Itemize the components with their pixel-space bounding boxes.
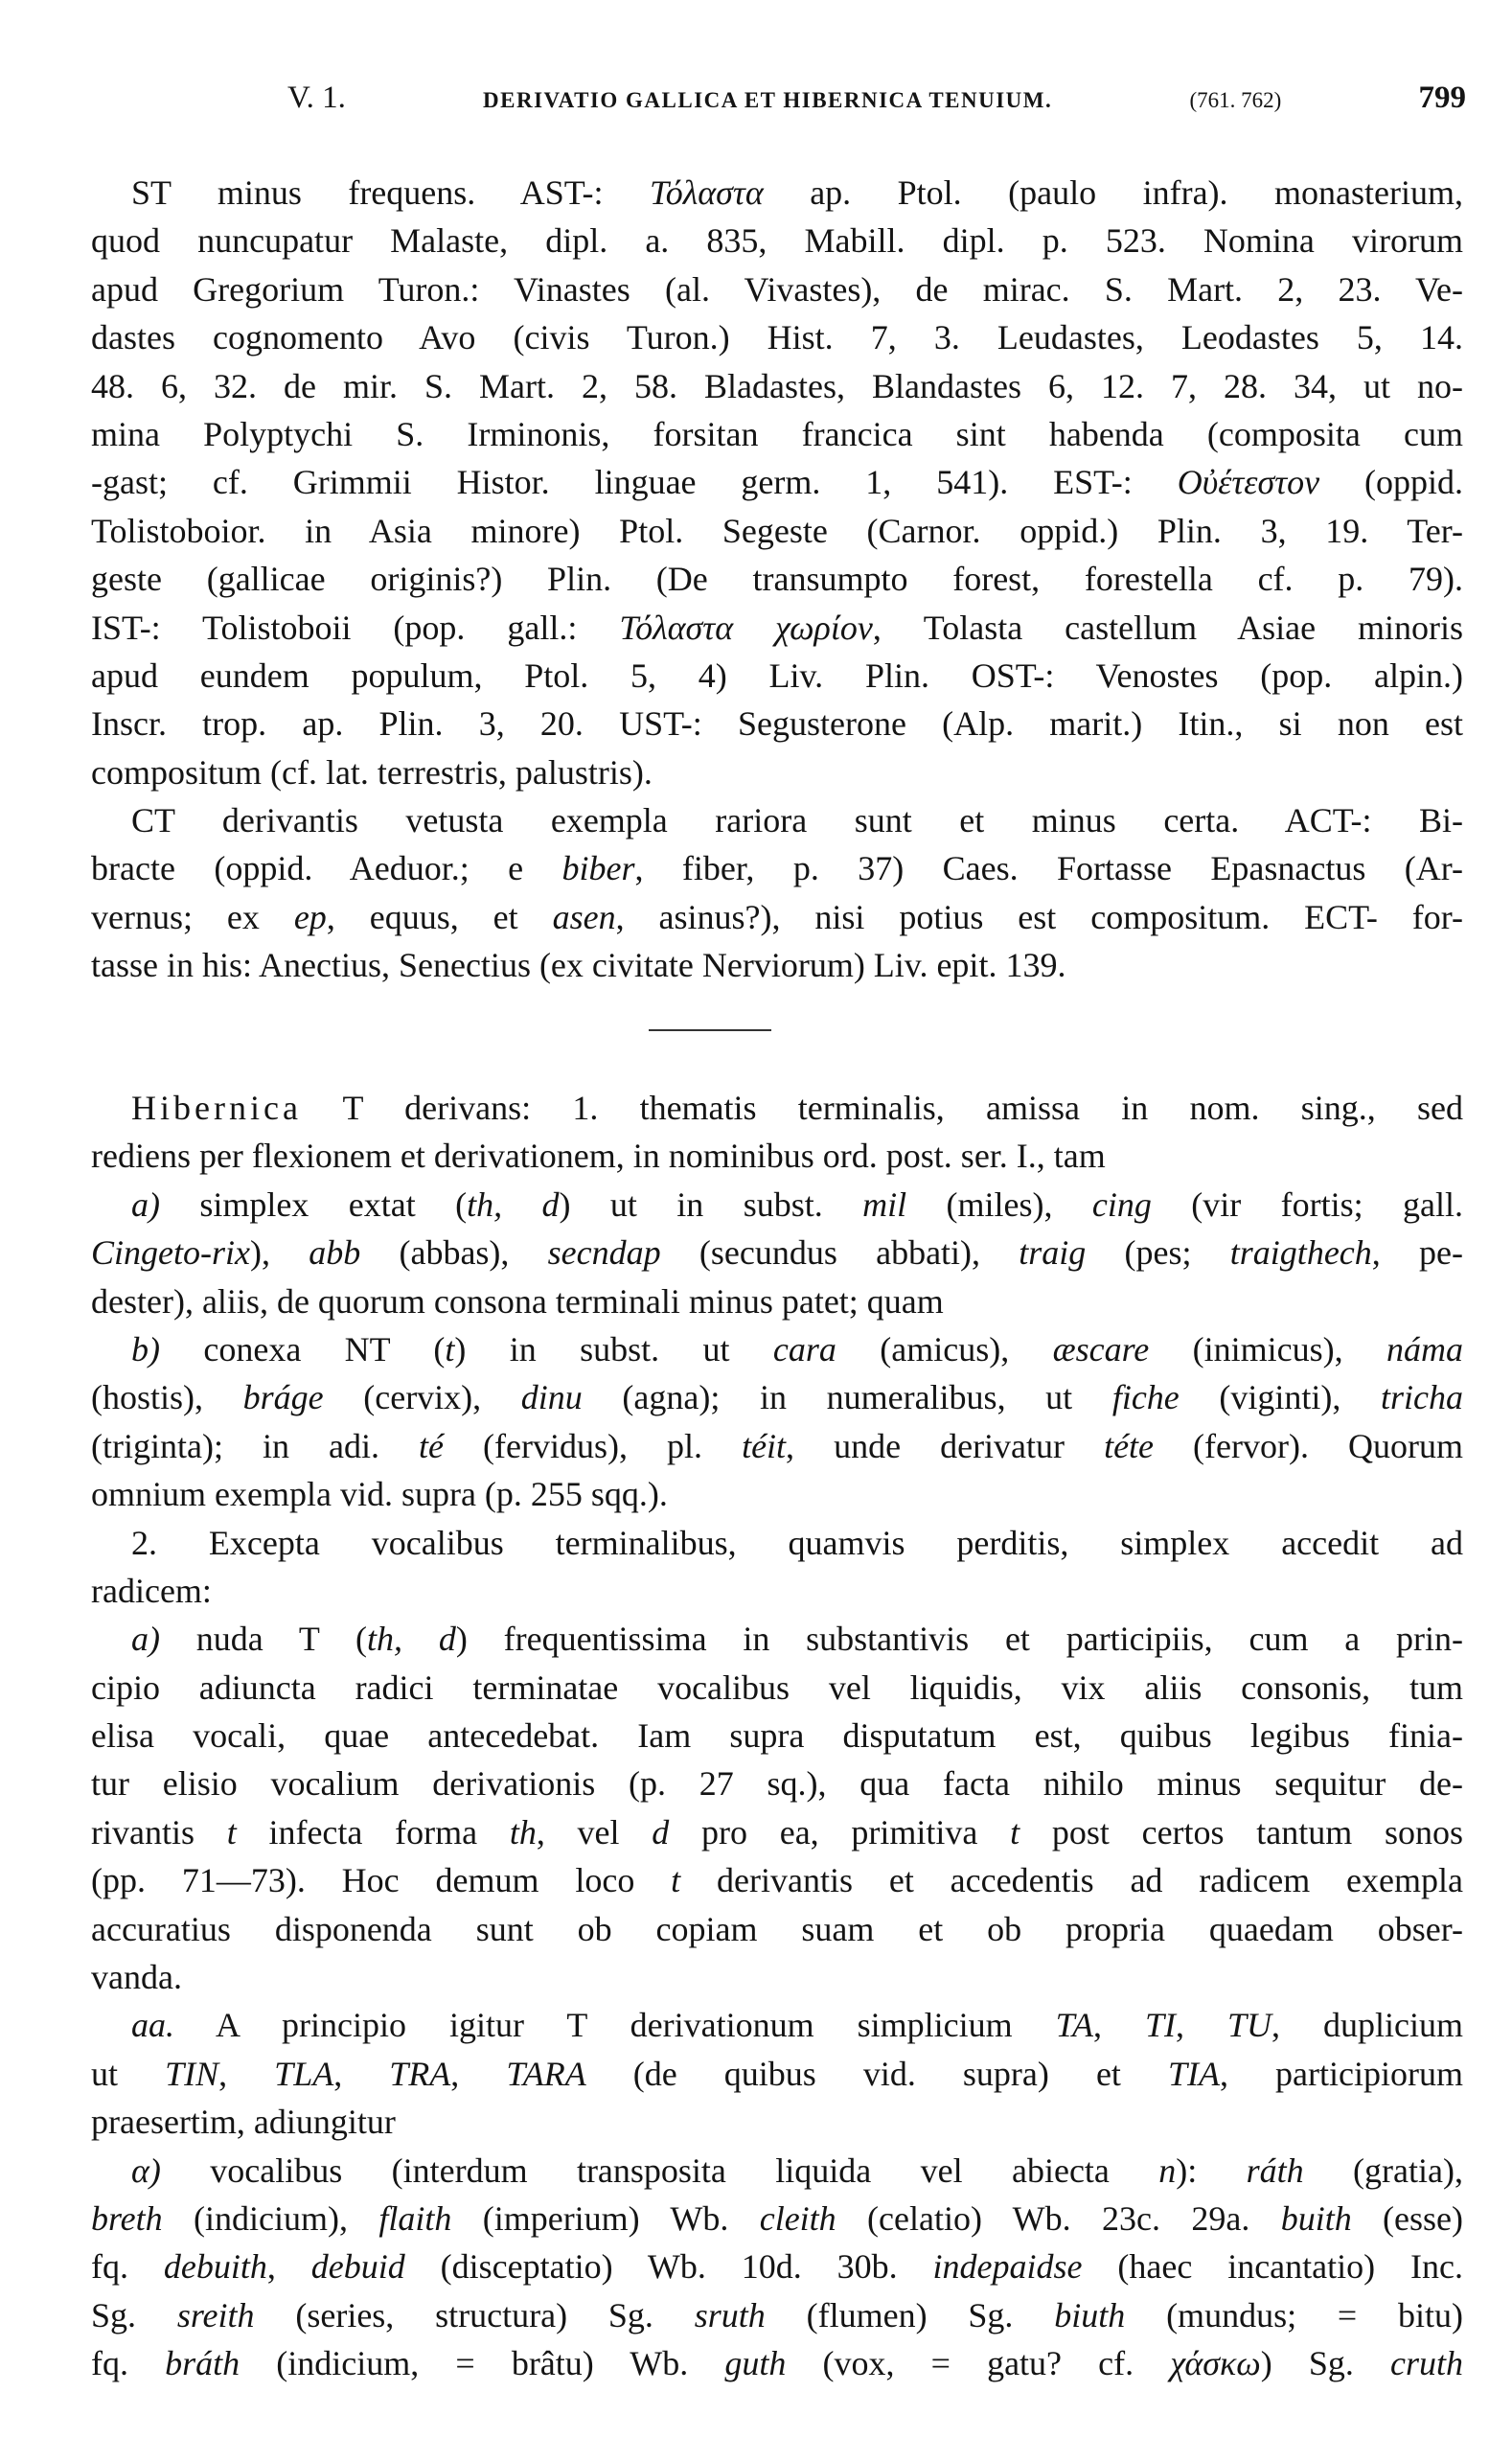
text-line bbox=[91, 1325, 1463, 1373]
italic-term: TIA bbox=[1167, 2054, 1220, 2093]
text-run: Inscr. trop. ap. Plin. 3, 20. UST-: Segusterone (Alp. marit.) Itin., si non est bbox=[91, 704, 1463, 744]
text-line bbox=[91, 1905, 1463, 1953]
text-run: ), bbox=[249, 1233, 309, 1273]
text-run: , asinus?), nisi potius est compositum. ECT- for- bbox=[615, 897, 1463, 936]
text-run: tur elisio vocalium derivationis (p. 27 sq.), qua facta nihilo minus sequitur de- bbox=[91, 1764, 1463, 1804]
text-run: fq. bbox=[91, 2344, 166, 2383]
text-run: ut bbox=[91, 2054, 166, 2093]
text-run: (pp. 71—73). Hoc demum loco bbox=[91, 1861, 672, 1900]
text-line bbox=[91, 1181, 1463, 1229]
text-run: ) frequentissima in substantivis et participiis, cum a prin- bbox=[455, 1620, 1463, 1659]
text-line bbox=[91, 1953, 1463, 2001]
text-run: , bbox=[218, 2054, 275, 2093]
italic-term: flaith bbox=[378, 2198, 452, 2238]
text-run: elisa vocali, quae antecedebat. Iam supra disputatum est, quibus legibus finia- bbox=[91, 1716, 1463, 1756]
text-run: praesertim, adiungitur bbox=[91, 2103, 396, 2142]
italic-term: traig bbox=[1019, 1233, 1087, 1273]
italic-term: th, d bbox=[467, 1184, 560, 1224]
italic-term: Τόλαστα χωρίον bbox=[619, 608, 873, 647]
text-run: (indicium, = brâtu) Wb. bbox=[240, 2344, 725, 2383]
italic-term: tricha bbox=[1381, 1378, 1464, 1417]
text-line bbox=[91, 1615, 1463, 1663]
text-run: post certos tantum sonos bbox=[1019, 1812, 1464, 1852]
text-line bbox=[91, 169, 1463, 217]
text-run: dastes cognomento Avo (civis Turon.) Hist. 7, 3. Leudastes, Leodastes 5, 14. bbox=[91, 318, 1463, 357]
text-run: , pe- bbox=[1371, 1233, 1463, 1273]
spaced-heading-word: Hibernica bbox=[131, 1089, 302, 1127]
text-run: , bbox=[333, 2054, 390, 2093]
italic-term: t bbox=[445, 1329, 455, 1368]
text-line bbox=[91, 313, 1463, 361]
text-run: quod nuncupatur Malaste, dipl. a. 835, Mabill. dipl. p. 523. Nomina virorum bbox=[91, 221, 1463, 261]
italic-term: th bbox=[509, 1812, 537, 1852]
text-run: (agna); in numeralibus, ut bbox=[582, 1378, 1112, 1417]
text-line bbox=[91, 265, 1463, 313]
italic-term: debuith bbox=[163, 2247, 267, 2287]
italic-term: Cingeto-rix bbox=[91, 1233, 250, 1273]
text-line bbox=[91, 1519, 1463, 1567]
italic-term: té bbox=[419, 1426, 445, 1465]
running-title: DERIVATIO GALLICA ET HIBERNICA TENUIUM. bbox=[483, 88, 1053, 112]
text-run: (vox, = gatu? cf. bbox=[786, 2344, 1171, 2383]
text-run: ST minus frequens. AST-: bbox=[131, 173, 650, 212]
text-run: (series, structura) Sg. bbox=[254, 2295, 695, 2334]
text-run: A principio igitur T derivationum simplicium bbox=[174, 2006, 1056, 2045]
text-run: , participiorum bbox=[1219, 2054, 1463, 2093]
running-header bbox=[287, 80, 1466, 128]
text-run: , fiber, p. 37) Caes. Fortasse Epasnactus (Ar- bbox=[634, 849, 1463, 888]
text-run: , bbox=[1175, 2006, 1227, 2045]
italic-term: guth bbox=[724, 2344, 787, 2383]
text-line bbox=[91, 2339, 1463, 2387]
text-line bbox=[91, 555, 1463, 603]
text-line bbox=[91, 941, 1463, 989]
text-line bbox=[91, 1277, 1463, 1325]
italic-term: n bbox=[1158, 2150, 1177, 2190]
text-run: 2. Excepta vocalibus terminalibus, quamvis perditis, simplex accedit ad bbox=[131, 1523, 1463, 1562]
text-run: , duplicium bbox=[1271, 2006, 1463, 2045]
text-run: simplex extat ( bbox=[160, 1184, 468, 1224]
text-run: (gratia), bbox=[1303, 2150, 1463, 2190]
italic-term: ráth bbox=[1246, 2150, 1304, 2190]
italic-term: TI bbox=[1144, 2006, 1176, 2045]
italic-term: TU bbox=[1226, 2006, 1272, 2045]
italic-term: biber bbox=[561, 849, 635, 888]
italic-term: cara bbox=[772, 1329, 836, 1368]
text-run: vernus; ex bbox=[91, 897, 294, 936]
text-line bbox=[91, 1132, 1463, 1180]
text-run: (fervidus), pl. bbox=[444, 1426, 743, 1465]
italic-term: d bbox=[652, 1812, 670, 1852]
italic-term: aa. bbox=[131, 2006, 174, 2045]
italic-term: biuth bbox=[1054, 2295, 1126, 2334]
italic-term: t bbox=[226, 1812, 237, 1852]
text-line bbox=[91, 2242, 1463, 2290]
text-run: (mundus; = bitu) bbox=[1125, 2295, 1464, 2334]
text-run: (vir fortis; gall. bbox=[1151, 1184, 1463, 1224]
italic-term: buith bbox=[1280, 2198, 1352, 2238]
text-line bbox=[91, 604, 1463, 652]
text-line bbox=[91, 2147, 1463, 2195]
text-run: pro ea, primitiva bbox=[669, 1812, 1011, 1852]
italic-term: TARA bbox=[506, 2054, 586, 2093]
text-line bbox=[91, 1084, 1463, 1132]
text-line bbox=[91, 1856, 1463, 1904]
text-run: infecta forma bbox=[236, 1812, 510, 1852]
text-line bbox=[91, 2001, 1463, 2049]
text-run: (miles), bbox=[906, 1184, 1092, 1224]
section-irish-derivation bbox=[91, 1084, 1463, 2388]
text-line bbox=[91, 1760, 1463, 1807]
italic-term: fiche bbox=[1111, 1378, 1180, 1417]
italic-term: Οὐέτεστον bbox=[1177, 463, 1320, 502]
text-line bbox=[91, 1373, 1463, 1421]
italic-term: abb bbox=[309, 1233, 361, 1273]
text-line bbox=[91, 2098, 1463, 2146]
italic-term: t bbox=[1010, 1812, 1020, 1852]
text-run: (indicium), bbox=[162, 2198, 379, 2238]
text-line bbox=[91, 1664, 1463, 1712]
text-run: -gast; cf. Grimmii Histor. linguae germ. 1, 541). EST-: bbox=[91, 463, 1178, 502]
page-number: 799 bbox=[1418, 80, 1466, 115]
text-run: T derivans: 1. thematis terminalis, amissa in nom. sing., sed bbox=[301, 1089, 1463, 1127]
text-run: (imperium) Wb. bbox=[451, 2198, 760, 2238]
text-line bbox=[91, 2050, 1463, 2098]
italic-term: a) bbox=[131, 1620, 160, 1659]
text-run: compositum (cf. lat. terrestris, palustris). bbox=[91, 752, 653, 792]
text-run: ) ut in subst. bbox=[559, 1184, 863, 1224]
text-run: (oppid. bbox=[1319, 463, 1464, 502]
text-run: apud eundem populum, Ptol. 5, 4) Liv. Plin. OST-: Venostes (pop. alpin.) bbox=[91, 656, 1463, 695]
text-line bbox=[91, 844, 1463, 892]
text-line bbox=[91, 796, 1463, 844]
italic-term: t bbox=[671, 1861, 681, 1900]
text-run: Sg. bbox=[91, 2295, 177, 2334]
text-run: , bbox=[1092, 2006, 1145, 2045]
italic-term: asen bbox=[552, 897, 616, 936]
text-line bbox=[91, 507, 1463, 555]
text-run: ) Sg. bbox=[1260, 2344, 1390, 2383]
text-run: rediens per flexionem et derivationem, in nominibus ord. post. ser. I., tam bbox=[91, 1137, 1106, 1176]
text-run: conexa NT ( bbox=[160, 1329, 446, 1368]
italic-term: breth bbox=[91, 2198, 163, 2238]
text-run: , bbox=[266, 2247, 311, 2287]
italic-term: α) bbox=[131, 2150, 161, 2190]
text-run: (celatio) Wb. 23c. 29a. bbox=[836, 2198, 1281, 2238]
italic-term: ep bbox=[293, 897, 327, 936]
text-run: (abbas), bbox=[360, 1233, 548, 1273]
text-line bbox=[91, 1712, 1463, 1760]
text-run: (fervor). Quorum bbox=[1154, 1426, 1463, 1465]
italic-term: cing bbox=[1091, 1184, 1152, 1224]
text-run: (inimicus), bbox=[1149, 1329, 1387, 1368]
text-line bbox=[91, 2291, 1463, 2339]
italic-term: indepaidse bbox=[932, 2247, 1083, 2287]
text-line bbox=[91, 2195, 1463, 2242]
text-run: (viginti), bbox=[1179, 1378, 1382, 1417]
text-line bbox=[91, 1470, 1463, 1518]
text-run: ): bbox=[1176, 2150, 1247, 2190]
italic-term: b) bbox=[131, 1329, 160, 1368]
text-run: 48. 6, 32. de mir. S. Mart. 2, 58. Bladastes, Blandastes 6, 12. 7, 28. 34, ut no- bbox=[91, 366, 1463, 405]
text-run: vocalibus (interdum transposita liquida vel abiecta bbox=[160, 2150, 1159, 2190]
italic-term: sruth bbox=[694, 2295, 766, 2334]
text-run: cipio adiuncta radici terminatae vocalibus vel liquidis, vix aliis consonis, tum bbox=[91, 1668, 1463, 1707]
italic-term: téit bbox=[742, 1426, 787, 1465]
text-run: , vel bbox=[536, 1812, 653, 1852]
text-run: (secundus abbati), bbox=[660, 1233, 1019, 1273]
italic-term: traigthech bbox=[1229, 1233, 1372, 1273]
text-line bbox=[91, 893, 1463, 941]
text-run: derivantis et accedentis ad radicem exempla bbox=[680, 1861, 1463, 1900]
text-line bbox=[91, 410, 1463, 458]
text-line bbox=[91, 1422, 1463, 1470]
text-run: accuratius disponenda sunt ob copiam suam et ob propria quaedam obser- bbox=[91, 1909, 1463, 1948]
italic-term: th, d bbox=[367, 1620, 456, 1659]
text-line bbox=[91, 700, 1463, 748]
text-run: IST-: Tolistoboii (pop. gall.: bbox=[91, 608, 620, 647]
italic-term: cruth bbox=[1390, 2344, 1463, 2383]
italic-term: TLA bbox=[274, 2054, 334, 2093]
text-line bbox=[91, 217, 1463, 264]
italic-term: χάσκω bbox=[1170, 2344, 1261, 2383]
text-run: , bbox=[450, 2054, 507, 2093]
text-run: (flumen) Sg. bbox=[765, 2295, 1055, 2334]
section-divider bbox=[649, 1029, 771, 1031]
text-run: , unde derivatur bbox=[786, 1426, 1105, 1465]
text-run: geste (gallicae originis?) Plin. (De transumpto forest, forestella cf. p. 79). bbox=[91, 560, 1463, 599]
text-run: apud Gregorium Turon.: Vinastes (al. Vivastes), de mirac. S. Mart. 2, 23. Ve- bbox=[91, 269, 1463, 309]
italic-term: debuid bbox=[310, 2247, 405, 2287]
text-line bbox=[91, 1229, 1463, 1276]
italic-term: bráge bbox=[242, 1378, 324, 1417]
italic-term: náma bbox=[1386, 1329, 1464, 1368]
text-run: Tolistoboior. in Asia minore) Ptol. Segeste (Carnor. oppid.) Plin. 3, 19. Ter- bbox=[91, 511, 1463, 550]
italic-term: TIN bbox=[165, 2054, 219, 2093]
text-run: ) in subst. ut bbox=[454, 1329, 773, 1368]
text-run: (triginta); in adi. bbox=[91, 1426, 420, 1465]
italic-term: TRA bbox=[389, 2054, 451, 2093]
text-line bbox=[91, 362, 1463, 410]
text-run: ap. Ptol. (paulo infra). monasterium, bbox=[763, 173, 1463, 212]
volume-number: V. 1. bbox=[287, 80, 346, 115]
text-run: (cervix), bbox=[323, 1378, 521, 1417]
italic-term: æscare bbox=[1052, 1329, 1150, 1368]
text-run: tasse in his: Anectius, Senectius (ex civitate Nerviorum) Liv. epit. 139. bbox=[91, 946, 1066, 985]
text-run: nuda T ( bbox=[160, 1620, 368, 1659]
text-run: radicem: bbox=[91, 1571, 212, 1610]
text-line bbox=[91, 748, 1463, 796]
text-run: rivantis bbox=[91, 1812, 227, 1852]
italic-term: dinu bbox=[520, 1378, 583, 1417]
section-gallic-derivation bbox=[91, 169, 1463, 990]
italic-term: TA bbox=[1055, 2006, 1093, 2045]
text-run: vanda. bbox=[91, 1958, 182, 1997]
italic-term: bráth bbox=[165, 2344, 241, 2383]
text-line bbox=[91, 1567, 1463, 1615]
section-reference: (761. 762) bbox=[1189, 88, 1282, 112]
text-run: , equus, et bbox=[326, 897, 553, 936]
text-run: (pes; bbox=[1086, 1233, 1230, 1273]
italic-term: Τόλαστα bbox=[649, 173, 764, 212]
text-run: dester), aliis, de quorum consona terminali minus patet; quam bbox=[91, 1281, 944, 1321]
italic-term: sreith bbox=[176, 2295, 255, 2334]
italic-term: secndap bbox=[547, 1233, 661, 1273]
text-line bbox=[91, 652, 1463, 700]
text-run: , Tolasta castellum Asiae minoris bbox=[872, 608, 1463, 647]
italic-term: a) bbox=[131, 1184, 160, 1224]
italic-term: cleith bbox=[759, 2198, 836, 2238]
text-run: (haec incantatio) Inc. bbox=[1082, 2247, 1463, 2287]
text-run: bracte (oppid. Aeduor.; e bbox=[91, 849, 562, 888]
text-run: (disceptatio) Wb. 10d. 30b. bbox=[404, 2247, 933, 2287]
text-run: omnium exempla vid. supra (p. 255 sqq.). bbox=[91, 1475, 668, 1514]
text-run: CT derivantis vetusta exempla rariora sunt et minus certa. ACT-: Bi- bbox=[131, 801, 1463, 840]
text-line bbox=[91, 1808, 1463, 1856]
text-run: (de quibus vid. supra) et bbox=[585, 2054, 1168, 2093]
text-run: mina Polyptychi S. Irminonis, forsitan francica sint habenda (composita cum bbox=[91, 414, 1463, 453]
text-line bbox=[91, 458, 1463, 506]
text-run: (amicus), bbox=[836, 1329, 1053, 1368]
text-run: fq. bbox=[91, 2247, 164, 2287]
text-run: (hostis), bbox=[91, 1378, 243, 1417]
italic-term: téte bbox=[1104, 1426, 1155, 1465]
italic-term: mil bbox=[862, 1184, 907, 1224]
text-run: (esse) bbox=[1351, 2198, 1464, 2238]
